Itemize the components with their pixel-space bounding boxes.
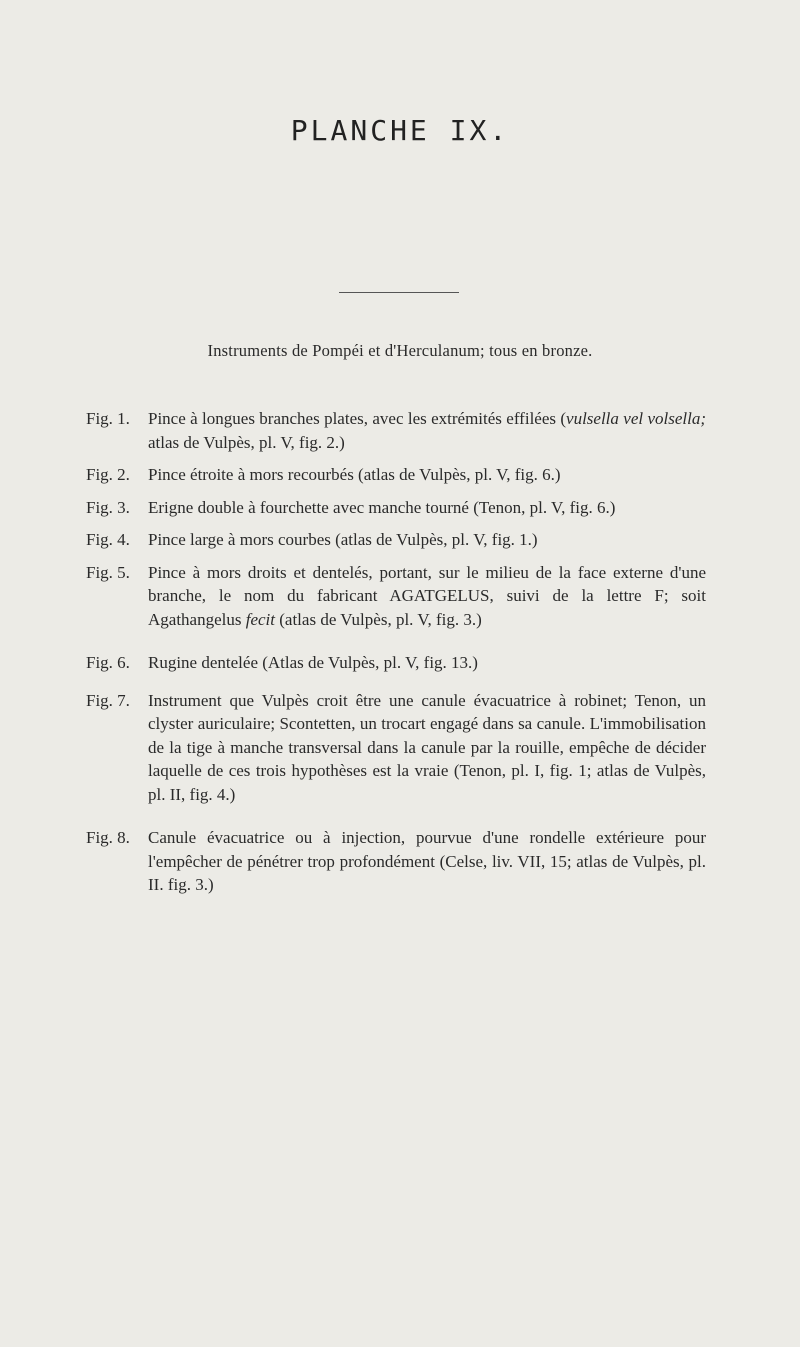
figure-item-5	[86, 561, 706, 632]
figure-item-2	[86, 463, 706, 487]
figure-description: Rugine dentelée (Atlas de Vulpès, pl. V, fig. 13.)	[148, 653, 478, 672]
figure-item-3	[86, 496, 706, 520]
figure-list	[86, 407, 706, 897]
figure-description: Pince étroite à mors recourbés (atlas de Vulpès, pl. V, fig. 6.)	[148, 465, 561, 484]
figure-label: Fig. 4.	[86, 530, 130, 549]
plate-title: PLANCHE IX.	[290, 114, 510, 147]
figure-description	[148, 407, 706, 454]
figure-label: Fig. 5.	[86, 562, 130, 582]
figure-item-4	[86, 528, 706, 552]
figure-label: Fig. 7.	[86, 690, 130, 710]
figure-description-italic: vulsella vel volsella;	[566, 409, 706, 428]
figure-description: Instrument que Vulpès croit être une canule évacuatrice à robinet; Tenon, un clyster auriculaire; Scontetten, un trocart engagé dans sa canule. L'immobilisation de la tige à manche transversal dans la canule par la rouille, empêche de décider laquelle de ces trois hypothèses est la vraie (Tenon, pl. I, fig. 1; atlas de Vulpès, pl. II, fig. 4.)	[148, 690, 706, 804]
figure-item-6	[86, 651, 706, 675]
figure-description: Erigne double à fourchette avec manche tourné (Tenon, pl. V, fig. 6.)	[148, 497, 616, 517]
figure-description: Pince large à mors courbes (atlas de Vulpès, pl. V, fig. 1.)	[148, 530, 538, 549]
figure-description-part: Pince à longues branches plates, avec les extrémités effilées (	[148, 409, 567, 428]
figure-label: Fig. 1.	[86, 409, 130, 428]
figure-description-part: Pince à mors droits et dentelés, portant, sur le milieu de la face externe d'une branche, le nom du fabricant AGATGELUS, suivi de la lettre F; soit Agathangelus	[148, 562, 706, 629]
figure-description-italic: fecit	[245, 609, 275, 629]
figure-description: Canule évacuatrice ou à injection, pourvue d'une rondelle extérieure pour l'empêcher de pénétrer trop profondément (Celse, liv. VII, 15; atlas de Vulpès, pl. II. fig. 3.)	[148, 828, 706, 894]
figure-label: Fig. 2.	[86, 465, 130, 484]
intro-line: Instruments de Pompéi et d'Herculanum; tous en bronze.	[207, 341, 593, 360]
figure-description-part: atlas de Vulpès, pl. V, fig. 2.)	[148, 432, 345, 452]
figure-item-8	[86, 826, 706, 897]
figure-label: Fig. 3.	[86, 497, 130, 517]
figure-item-1	[86, 407, 706, 454]
figure-label: Fig. 8.	[86, 828, 130, 847]
figure-label: Fig. 6.	[86, 653, 130, 672]
title-divider	[339, 292, 459, 293]
figure-item-7	[86, 689, 706, 807]
figure-description-part: (atlas de Vulpès, pl. V, fig. 3.)	[275, 609, 482, 629]
figure-description	[148, 561, 706, 632]
